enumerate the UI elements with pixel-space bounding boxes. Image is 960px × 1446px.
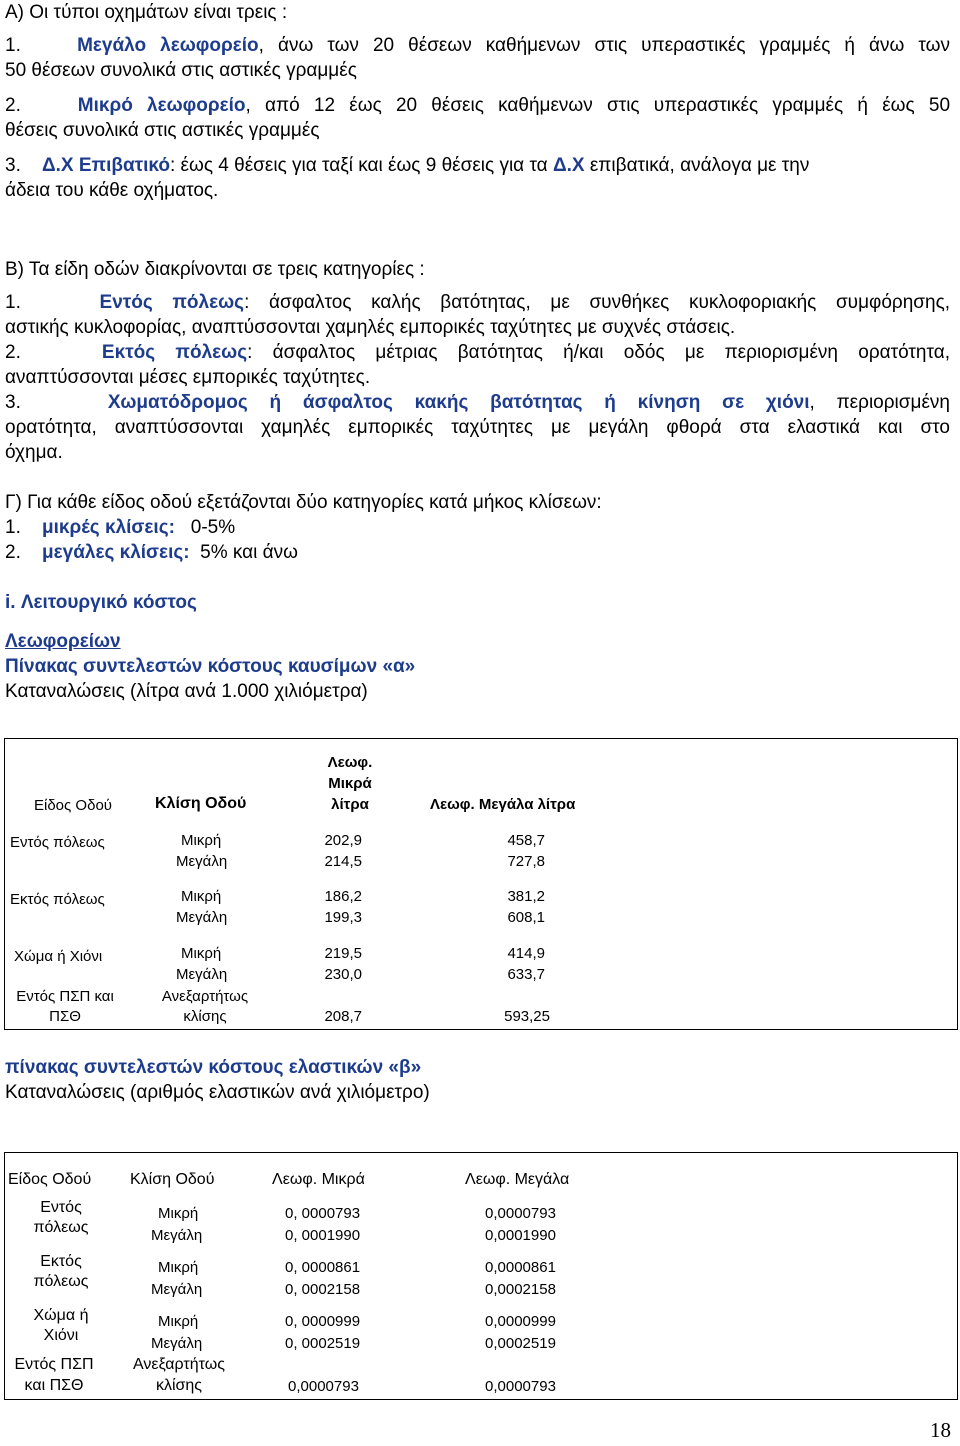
section-b-item-3-cont2: όχημα. — [5, 442, 63, 463]
section-b-item-3: 3. Χωματόδρομος ή άσφαλτος κακής βατότητας ή κίνηση σε χιόνι, περιορισμένη — [5, 392, 950, 413]
tire-header-small: Λεωφ. Μικρά — [272, 1171, 365, 1188]
fuel-small-2a: 186,2 — [324, 888, 362, 905]
tire-road-3b: Χιόνι — [43, 1327, 79, 1344]
section-b-heading: Β) Τα είδη οδών διακρίνονται σε τρεις κατηγορίες : — [5, 259, 425, 280]
tire-road-3a: Χώμα ή — [33, 1307, 89, 1324]
fuel-header-road: Είδος Οδού — [34, 797, 112, 814]
section-a — [5, 0, 950, 203]
fuel-header-small-2: Μικρά — [328, 775, 372, 792]
tire-road-1b: πόλεως — [33, 1219, 89, 1236]
fuel-large-2a: 381,2 — [507, 888, 545, 905]
fuel-small-3a: 219,5 — [324, 945, 362, 962]
fuel-slope-1b: Μεγάλη — [176, 853, 228, 870]
fuel-large-4: 593,25 — [504, 1008, 550, 1025]
fuel-table-title: Πίνακας συντελεστών κόστους καυσίμων «α» — [5, 656, 416, 677]
tire-slope-3a: Μικρή — [158, 1313, 199, 1330]
section-a-item-3-cont: άδεια του κάθε οχήματος. — [5, 180, 219, 201]
fuel-header-large: Λεωφ. Μεγάλα λίτρα — [430, 796, 576, 813]
fuel-slope-3a: Μικρή — [181, 945, 222, 962]
section-a-item-3: 3. Δ.Χ Επιβατικό: έως 4 θέσεις για ταξί και έως 9 θέσεις για τα Δ.Χ επιβατικά, ανάλογα με την — [5, 155, 810, 176]
fuel-road-2: Εκτός πόλεως — [10, 891, 105, 908]
section-b-item-1-cont: αστικής κυκλοφορίας, αναπτύσσονται χαμηλές εμπορικές ταχύτητες με συχνές στάσεις. — [5, 317, 736, 338]
section-b-item-2: 2. Εκτός πόλεως: άσφαλτος μέτριας βατότητας ή/και οδός με περιορισμένη ορατότητα, — [5, 342, 950, 363]
fuel-large-1a: 458,7 — [507, 832, 545, 849]
fuel-road-4a: Εντός ΠΣΠ και — [16, 988, 114, 1005]
fuel-header-slope: Κλίση Οδού — [155, 795, 247, 812]
section-b-item-3-cont: ορατότητα, αναπτύσσονται χαμηλές εμπορικές ταχύτητες με μεγάλη φθορά στα ελαστικά και στο — [5, 417, 950, 438]
tire-road-2b: πόλεως — [33, 1273, 89, 1290]
tire-large-3b: 0,0002519 — [485, 1335, 556, 1352]
tires-title: πίνακας συντελεστών κόστους ελαστικών «β» — [5, 1057, 422, 1078]
fuel-slope-2b: Μεγάλη — [176, 909, 228, 926]
fuel-road-3: Χώμα ή Χιόνι — [14, 948, 103, 965]
tire-slope-2a: Μικρή — [158, 1259, 199, 1276]
tire-large-4: 0,0000793 — [485, 1378, 556, 1395]
fuel-slope-4b: κλίσης — [183, 1008, 227, 1025]
fuel-road-4b: ΠΣΘ — [49, 1008, 81, 1025]
tire-header-slope: Κλίση Οδού — [130, 1171, 215, 1188]
tire-slope-1b: Μεγάλη — [151, 1227, 203, 1244]
cost-title: i. Λειτουργικό κόστος — [5, 592, 197, 613]
cost-section — [5, 590, 950, 704]
fuel-large-1b: 727,8 — [507, 853, 545, 870]
tires-subtitle: Καταναλώσεις (αριθμός ελαστικών ανά χιλιόμετρο) — [5, 1082, 430, 1103]
tire-road-2a: Εκτός — [40, 1253, 82, 1270]
fuel-table-border — [4, 738, 958, 1030]
fuel-slope-1a: Μικρή — [181, 832, 222, 849]
tire-large-2b: 0,0002158 — [485, 1281, 556, 1298]
section-a-item-2-cont: θέσεις συνολικά στις αστικές γραμμές — [5, 120, 320, 141]
fuel-small-1a: 202,9 — [324, 832, 362, 849]
tire-slope-1a: Μικρή — [158, 1205, 199, 1222]
page-number: 18 — [930, 1418, 951, 1442]
tire-slope-4a: Ανεξαρτήτως — [133, 1356, 225, 1373]
tire-large-2a: 0,0000861 — [485, 1259, 556, 1276]
section-g-item-2: 2. μεγάλες κλίσεις: 5% και άνω — [5, 542, 298, 563]
tire-small-1b: 0, 0001990 — [285, 1227, 361, 1244]
section-g-heading: Γ) Για κάθε είδος οδού εξετάζονται δύο κατηγορίες κατά μήκος κλίσεων: — [5, 492, 602, 513]
tire-large-1b: 0,0001990 — [485, 1227, 556, 1244]
section-g — [5, 490, 950, 565]
tire-header-large: Λεωφ. Μεγάλα — [465, 1171, 570, 1188]
tire-road-4a: Εντός ΠΣΠ — [14, 1356, 94, 1373]
tire-small-2b: 0, 0002158 — [285, 1281, 361, 1298]
tire-header-road: Είδος Οδού — [8, 1171, 92, 1188]
tire-slope-4b: κλίσης — [155, 1377, 203, 1394]
tire-small-1a: 0, 0000793 — [285, 1205, 361, 1222]
fuel-large-3b: 633,7 — [507, 966, 545, 983]
fuel-small-4: 208,7 — [324, 1008, 362, 1025]
fuel-table-subtitle: Καταναλώσεις (λίτρα ανά 1.000 χιλιόμετρα) — [5, 681, 368, 702]
tire-road-4b: και ΠΣΘ — [24, 1377, 84, 1394]
fuel-slope-4a: Ανεξαρτήτως — [161, 988, 249, 1005]
section-a-item-2: 2. Μικρό λεωφορείο, από 12 έως 20 θέσεις καθήμενων στις υπεραστικές γραμμές ή έως 50 — [5, 95, 951, 116]
section-b — [5, 257, 950, 465]
tire-road-1a: Εντός — [40, 1199, 82, 1216]
section-b-item-1: 1. Εντός πόλεως: άσφαλτος καλής βατότητας, με συνθήκες κυκλοφοριακής συμφόρησης, — [5, 292, 951, 313]
section-b-item-2-cont: αναπτύσσονται μέσες εμπορικές ταχύτητες. — [5, 367, 371, 388]
fuel-slope-3b: Μεγάλη — [176, 966, 228, 983]
fuel-large-3a: 414,9 — [507, 945, 545, 962]
buses-heading: Λεωφορείων — [5, 631, 121, 652]
fuel-large-2b: 608,1 — [507, 909, 545, 926]
section-g-item-1: 1. μικρές κλίσεις: 0-5% — [5, 517, 236, 538]
fuel-header-small-1: Λεωφ. — [327, 754, 373, 771]
tire-small-4: 0,0000793 — [288, 1378, 359, 1395]
section-a-item-1: 1. Μεγάλο λεωφορείο, άνω των 20 θέσεων καθήμενων στις υπεραστικές γραμμές ή άνω των — [5, 35, 950, 56]
tire-large-1a: 0,0000793 — [485, 1205, 556, 1222]
section-a-heading: Α) Οι τύποι οχημάτων είναι τρεις : — [5, 2, 288, 23]
tire-slope-3b: Μεγάλη — [151, 1335, 203, 1352]
fuel-road-1: Εντός πόλεως — [10, 834, 105, 851]
section-a-item-1-cont: 50 θέσεων συνολικά στις αστικές γραμμές — [5, 60, 357, 81]
fuel-small-1b: 214,5 — [324, 853, 362, 870]
fuel-slope-2a: Μικρή — [181, 888, 222, 905]
fuel-small-3b: 230,0 — [324, 966, 362, 983]
tire-small-3b: 0, 0002519 — [285, 1335, 361, 1352]
fuel-header-small-3: λίτρα — [331, 796, 369, 813]
tire-small-2a: 0, 0000861 — [285, 1259, 361, 1276]
tires-section — [5, 1055, 950, 1105]
tire-slope-2b: Μεγάλη — [151, 1281, 203, 1298]
tire-large-3a: 0,0000999 — [485, 1313, 556, 1330]
fuel-small-2b: 199,3 — [324, 909, 362, 926]
tire-small-3a: 0, 0000999 — [285, 1313, 361, 1330]
